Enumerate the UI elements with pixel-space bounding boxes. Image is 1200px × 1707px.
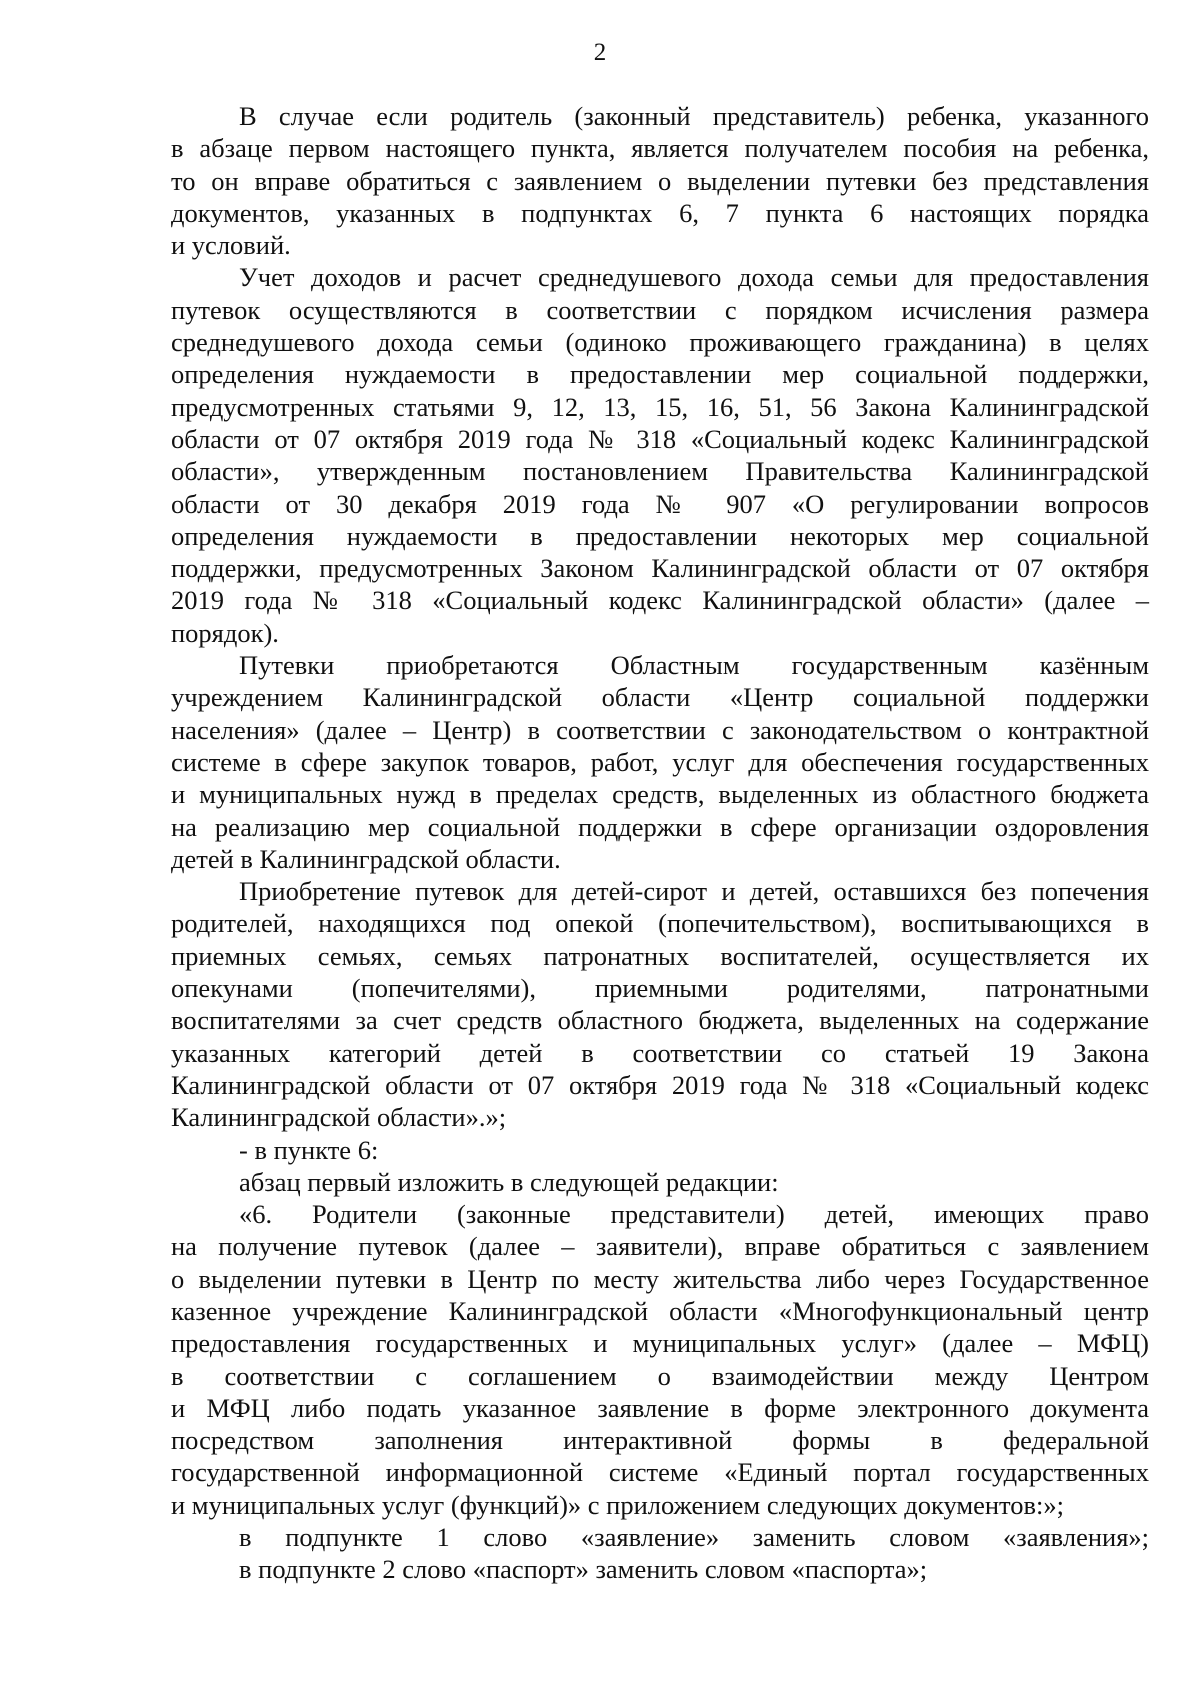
text-line: системе в сфере закупок товаров, работ, услуг для обеспечения государственных <box>171 746 1149 777</box>
text-line: области», утвержденным постановлением Правительства Калининградской <box>171 456 1149 487</box>
text-line: в подпункте 2 слово «паспорт» заменить словом «паспорта»; <box>239 1554 928 1585</box>
paragraph-6 <box>171 1166 1149 1198</box>
paragraph-1 <box>171 100 1149 261</box>
text-line: «6. Родители (законные представители) детей, имеющих право <box>239 1199 1149 1230</box>
text-line: среднедушевого дохода семьи (одиноко проживающего гражданина) в целях <box>171 327 1149 358</box>
text-line: детей в Калининградской области. <box>171 843 561 874</box>
paragraph-7 <box>171 1198 1149 1521</box>
paragraph-3 <box>171 649 1149 875</box>
text-line: В случае если родитель (законный представитель) ребенка, указанного <box>239 101 1149 131</box>
text-line: казенное учреждение Калининградской области «Многофункциональный центр <box>171 1295 1149 1326</box>
text-line: Приобретение путевок для детей-сирот и детей, оставшихся без попечения <box>239 876 1149 907</box>
page-number: 2 <box>593 39 607 66</box>
text-line: документов, указанных в подпунктах 6, 7 пункта 6 настоящих порядка <box>171 197 1149 228</box>
text-line: родителей, находящихся под опекой (попечительством), воспитывающихся в <box>171 908 1149 939</box>
text-line: в абзаце первом настоящего пункта, является получателем пособия на ребенка, <box>171 133 1149 164</box>
text-line: Учет доходов и расчет среднедушевого дохода семьи для предоставления <box>239 262 1149 293</box>
document-body <box>171 100 1149 1586</box>
text-line: на получение путевок (далее – заявители), вправе обратиться с заявлением <box>171 1231 1149 1262</box>
text-line: приемных семьях, семьях патронатных воспитателей, осуществляется их <box>171 940 1149 971</box>
text-line: Калининградской области».»; <box>171 1102 507 1133</box>
paragraph-2 <box>171 261 1149 649</box>
text-line: учреждением Калининградской области «Центр социальной поддержки <box>171 682 1149 713</box>
text-line: опекунами (попечителями), приемными родителями, патронатными <box>171 973 1149 1004</box>
text-line: на реализацию мер социальной поддержки в сфере организации оздоровления <box>171 811 1149 842</box>
text-line: - в пункте 6: <box>239 1134 379 1165</box>
text-line: области от 30 декабря 2019 года № 907 «О регулировании вопросов <box>171 488 1149 519</box>
text-line: в подпункте 1 слово «заявление» заменить словом «заявления»; <box>239 1522 1149 1553</box>
text-line: и муниципальных нужд в пределах средств, выделенных из областного бюджета <box>171 779 1149 810</box>
text-line: определения нуждаемости в предоставлении некоторых мер социальной <box>171 520 1149 551</box>
text-line: порядок). <box>171 617 279 648</box>
text-line: поддержки, предусмотренных Законом Калининградской области от 07 октября <box>171 553 1149 584</box>
text-line: 2019 года № 318 «Социальный кодекс Калининградской области» (далее – <box>171 585 1149 616</box>
paragraph-8 <box>171 1521 1149 1553</box>
text-line: и условий. <box>171 230 291 261</box>
text-line: предусмотренных статьями 9, 12, 13, 15, 16, 51, 56 Закона Калининградской <box>171 391 1149 422</box>
text-line: в соответствии с соглашением о взаимодействии между Центром <box>171 1360 1149 1391</box>
text-line: о выделении путевки в Центр по месту жительства либо через Государственное <box>171 1263 1149 1294</box>
text-line: Путевки приобретаются Областным государственным казённым <box>239 650 1149 681</box>
text-line: населения» (далее – Центр) в соответствии с законодательством о контрактной <box>171 714 1149 745</box>
text-line: указанных категорий детей в соответствии со статьей 19 Закона <box>171 1037 1149 1068</box>
text-line: и муниципальных услуг (функций)» с приложением следующих документов:»; <box>171 1489 1065 1520</box>
text-line: посредством заполнения интерактивной формы в федеральной <box>171 1425 1149 1456</box>
text-line: и МФЦ либо подать указанное заявление в форме электронного документа <box>171 1392 1149 1423</box>
paragraph-9 <box>171 1553 1149 1585</box>
text-line: путевок осуществляются в соответствии с порядком исчисления размера <box>171 294 1149 325</box>
text-line: абзац первый изложить в следующей редакции: <box>239 1166 779 1197</box>
text-line: Калининградской области от 07 октября 2019 года № 318 «Социальный кодекс <box>171 1069 1149 1100</box>
text-line: то он вправе обратиться с заявлением о выделении путевки без представления <box>171 165 1149 196</box>
text-line: предоставления государственных и муниципальных услуг» (далее – МФЦ) <box>171 1328 1149 1359</box>
text-line: определения нуждаемости в предоставлении мер социальной поддержки, <box>171 359 1149 390</box>
text-line: воспитателями за счет средств областного бюджета, выделенных на содержание <box>171 1005 1149 1036</box>
text-line: области от 07 октября 2019 года № 318 «Социальный кодекс Калининградской <box>171 423 1149 454</box>
paragraph-5 <box>171 1134 1149 1166</box>
text-line: государственной информационной системе «Единый портал государственных <box>171 1457 1149 1488</box>
paragraph-4 <box>171 875 1149 1133</box>
